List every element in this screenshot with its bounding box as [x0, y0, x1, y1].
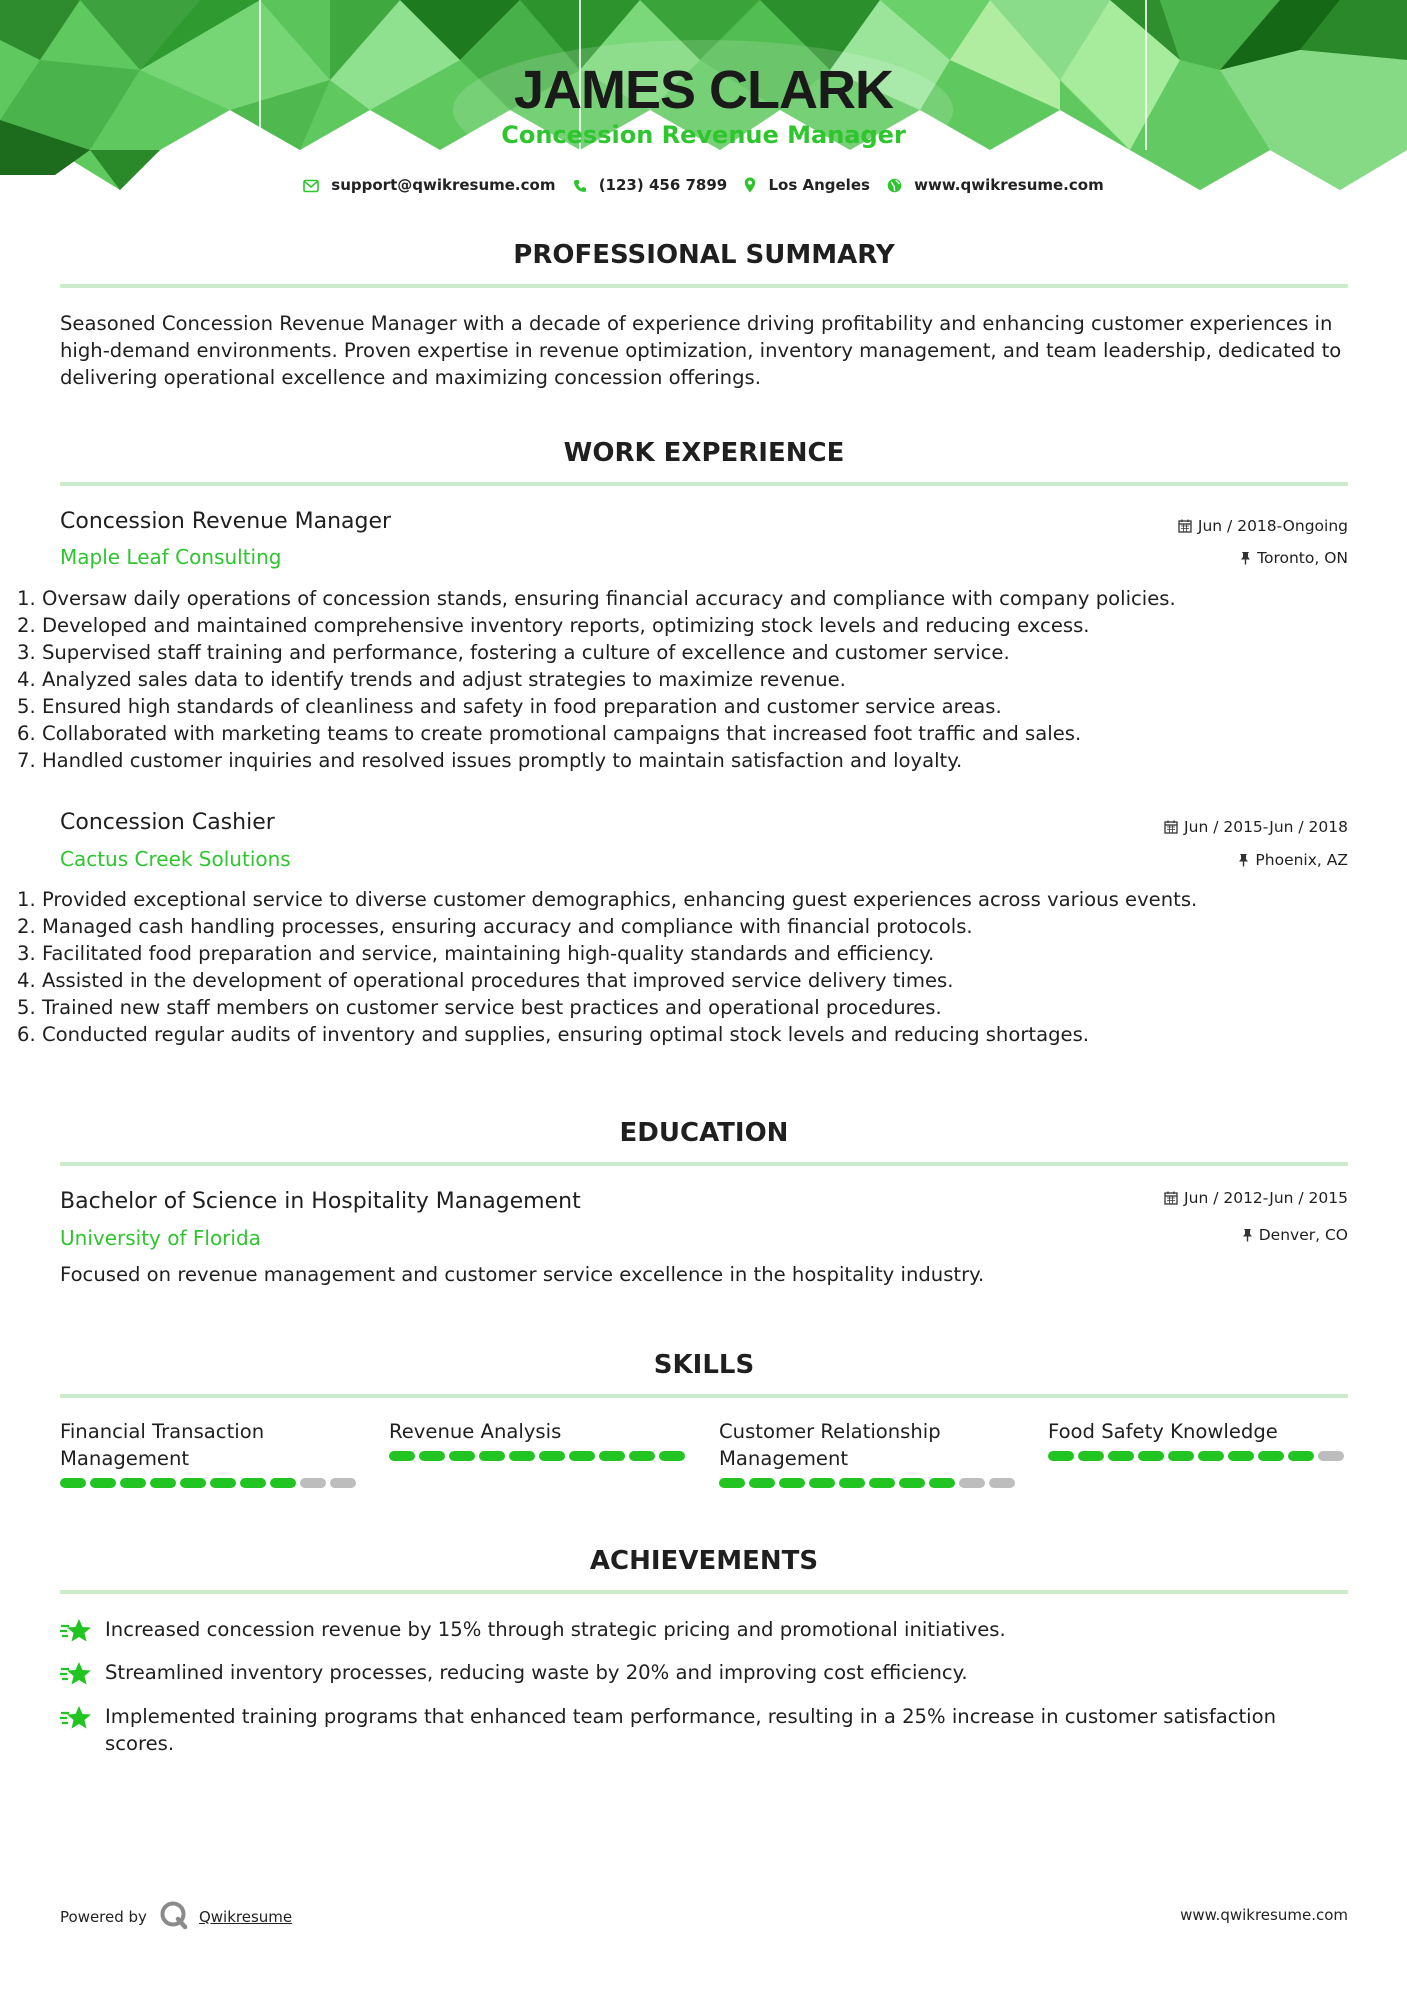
job-dates: [1164, 816, 1348, 838]
skill-dot: [1198, 1451, 1224, 1461]
skill-dot: [899, 1478, 925, 1488]
skill-dot: [240, 1478, 266, 1488]
skill-dot: [1168, 1451, 1194, 1461]
footer-powered-by: [60, 1900, 292, 1931]
skill-dot: [1288, 1451, 1314, 1461]
skills-heading: SKILLS: [653, 1350, 755, 1380]
calendar-icon: [1178, 519, 1192, 533]
skill-dot: [1048, 1451, 1074, 1461]
list-item: 3. Supervised staff training and performance, fostering a culture of excellence and customer service.: [17, 639, 1357, 666]
summary-text: Seasoned Concession Revenue Manager with a decade of experience driving profitability and enhancing customer experiences in high-demand environments. Proven expertise in revenue optimization, inventory management, and team leadership, dedicated to delivering operational excellence and maximizing concession offerings.: [60, 312, 1342, 389]
star-icon: [60, 1661, 92, 1689]
achievements-heading: ACHIEVEMENTS: [589, 1546, 819, 1576]
skill-item: [389, 1418, 689, 1461]
list-item: 7. Handled customer inquiries and resolved issues promptly to maintain satisfaction and loyalty.: [17, 747, 1357, 774]
achievement-item: [60, 1659, 1348, 1686]
skill-dot: [659, 1451, 685, 1461]
powered-by-label: Powered by: [60, 1908, 147, 1926]
achievement-item: [60, 1616, 1348, 1643]
qwikresume-logo-icon: [159, 1900, 189, 1930]
calendar-icon: [1164, 1191, 1178, 1205]
summary-heading: PROFESSIONAL SUMMARY: [513, 240, 895, 270]
skill-dot: [749, 1478, 775, 1488]
education-dates-text: Jun / 2012-Jun / 2015: [1184, 1189, 1348, 1207]
skill-dot: [809, 1478, 835, 1488]
contact-website-text: www.qwikresume.com: [914, 175, 1104, 194]
list-item: 5. Trained new staff members on customer service best practices and operational procedures.: [17, 994, 1357, 1021]
skill-dot: [989, 1478, 1015, 1488]
skill-dot: [869, 1478, 895, 1488]
skill-dot: [150, 1478, 176, 1488]
pushpin-icon: [1238, 853, 1249, 867]
list-item: 6. Conducted regular audits of inventory and supplies, ensuring optimal stock levels and reducing shortages.: [17, 1021, 1357, 1048]
job-location-text: Phoenix, AZ: [1255, 851, 1348, 869]
skill-dot: [629, 1451, 655, 1461]
skill-dot: [210, 1478, 236, 1488]
degree-title: Bachelor of Science in Hospitality Management: [60, 1189, 581, 1214]
pushpin-icon: [1240, 551, 1251, 565]
job-title: Concession Cashier: [60, 810, 275, 835]
skill-dot: [449, 1451, 475, 1461]
job-dates-text: Jun / 2015-Jun / 2018: [1184, 818, 1348, 836]
skill-dot: [419, 1451, 445, 1461]
skill-dot: [479, 1451, 505, 1461]
achievement-item: [60, 1703, 1348, 1757]
skill-dot: [1258, 1451, 1284, 1461]
skill-dot: [1078, 1451, 1104, 1461]
achievement-text: Increased concession revenue by 15% through strategic pricing and promotional initiatives.: [105, 1618, 1006, 1641]
job-duties: [0, 886, 1357, 1048]
skill-dot: [120, 1478, 146, 1488]
section-divider: [60, 1590, 1348, 1594]
skill-dot: [779, 1478, 805, 1488]
section-divider: [60, 284, 1348, 288]
skill-dot: [60, 1478, 86, 1488]
education-location-text: Denver, CO: [1258, 1226, 1348, 1244]
skill-meter: [1048, 1451, 1348, 1461]
pushpin-icon: [1242, 1228, 1253, 1242]
list-item: 6. Collaborated with marketing teams to create promotional campaigns that increased foot traffic and sales.: [17, 720, 1357, 747]
job-location: [1240, 547, 1348, 569]
skill-dot: [90, 1478, 116, 1488]
qwikresume-link[interactable]: Qwikresume: [198, 1908, 293, 1926]
school-name: University of Florida: [60, 1226, 261, 1250]
skill-dot: [599, 1451, 625, 1461]
contact-location-text: Los Angeles: [768, 175, 870, 194]
skill-name: Customer Relationship Management: [719, 1420, 941, 1470]
skill-dot: [569, 1451, 595, 1461]
skill-dot: [330, 1478, 356, 1488]
section-divider: [60, 1162, 1348, 1166]
skill-dot: [270, 1478, 296, 1488]
calendar-icon: [1164, 820, 1178, 834]
list-item: 5. Ensured high standards of cleanliness and safety in food preparation and customer service areas.: [17, 693, 1357, 720]
skill-dot: [1138, 1451, 1164, 1461]
job-dates-text: Jun / 2018-Ongoing: [1197, 517, 1348, 535]
list-item: 1. Oversaw daily operations of concession stands, ensuring financial accuracy and compliance with company policies.: [17, 585, 1357, 612]
skill-meter: [60, 1478, 360, 1488]
list-item: 4. Analyzed sales data to identify trends and adjust strategies to maximize revenue.: [17, 666, 1357, 693]
skill-meter: [719, 1478, 1019, 1488]
skill-name: Food Safety Knowledge: [1048, 1420, 1278, 1443]
skill-item: [1048, 1418, 1348, 1461]
contact-phone-text: (123) 456 7899: [598, 175, 728, 194]
list-item: 3. Facilitated food preparation and service, maintaining high-quality standards and efficiency.: [17, 940, 1357, 967]
job-location: [1238, 849, 1348, 871]
skill-dot: [959, 1478, 985, 1488]
star-icon: [60, 1618, 92, 1646]
achievement-text: Streamlined inventory processes, reducing waste by 20% and improving cost efficiency.: [105, 1661, 968, 1684]
skill-dot: [1318, 1451, 1344, 1461]
skill-dot: [1108, 1451, 1134, 1461]
job-duties: [0, 585, 1357, 774]
skill-dot: [509, 1451, 535, 1461]
skill-dot: [1228, 1451, 1254, 1461]
skill-name: Financial Transaction Management: [60, 1420, 265, 1470]
resume-body: [41, 0, 1348, 1990]
education-dates: [1164, 1187, 1348, 1209]
candidate-role: Concession Revenue Manager: [501, 121, 906, 149]
job-title: Concession Revenue Manager: [60, 509, 392, 534]
section-divider: [60, 1394, 1348, 1398]
skill-name: Revenue Analysis: [389, 1420, 562, 1443]
list-item: 2. Managed cash handling processes, ensuring accuracy and compliance with financial protocols.: [17, 913, 1357, 940]
list-item: 4. Assisted in the development of operational procedures that improved service delivery times.: [17, 967, 1357, 994]
list-item: 2. Developed and maintained comprehensive inventory reports, optimizing stock levels and reducing excess.: [17, 612, 1357, 639]
company-name: Cactus Creek Solutions: [60, 847, 291, 871]
section-divider: [60, 482, 1348, 486]
skill-dot: [389, 1451, 415, 1461]
skill-dot: [719, 1478, 745, 1488]
list-item: 1. Provided exceptional service to diverse customer demographics, enhancing guest experiences across various events.: [17, 886, 1357, 913]
skill-item: [719, 1418, 1019, 1488]
job-dates: [1178, 515, 1348, 537]
skill-dot: [539, 1451, 565, 1461]
education-heading: EDUCATION: [619, 1118, 789, 1148]
contact-email-text: support@qwikresume.com: [331, 175, 556, 194]
skill-meter: [389, 1451, 689, 1461]
skill-dot: [180, 1478, 206, 1488]
education-description: Focused on revenue management and customer service excellence in the hospitality industry.: [60, 1263, 985, 1286]
job-location-text: Toronto, ON: [1257, 549, 1348, 567]
experience-heading: WORK EXPERIENCE: [563, 438, 845, 468]
achievement-text: Implemented training programs that enhanced team performance, resulting in a 25% increase in customer satisfaction scores.: [105, 1705, 1277, 1755]
skill-dot: [929, 1478, 955, 1488]
company-name: Maple Leaf Consulting: [60, 545, 282, 569]
skill-dot: [300, 1478, 326, 1488]
star-icon: [60, 1705, 92, 1733]
skill-item: [60, 1418, 360, 1488]
candidate-name: JAMES CLARK: [513, 60, 894, 120]
education-location: [1242, 1224, 1348, 1246]
skill-dot: [839, 1478, 865, 1488]
footer-website[interactable]: www.qwikresume.com: [1180, 1906, 1348, 1924]
